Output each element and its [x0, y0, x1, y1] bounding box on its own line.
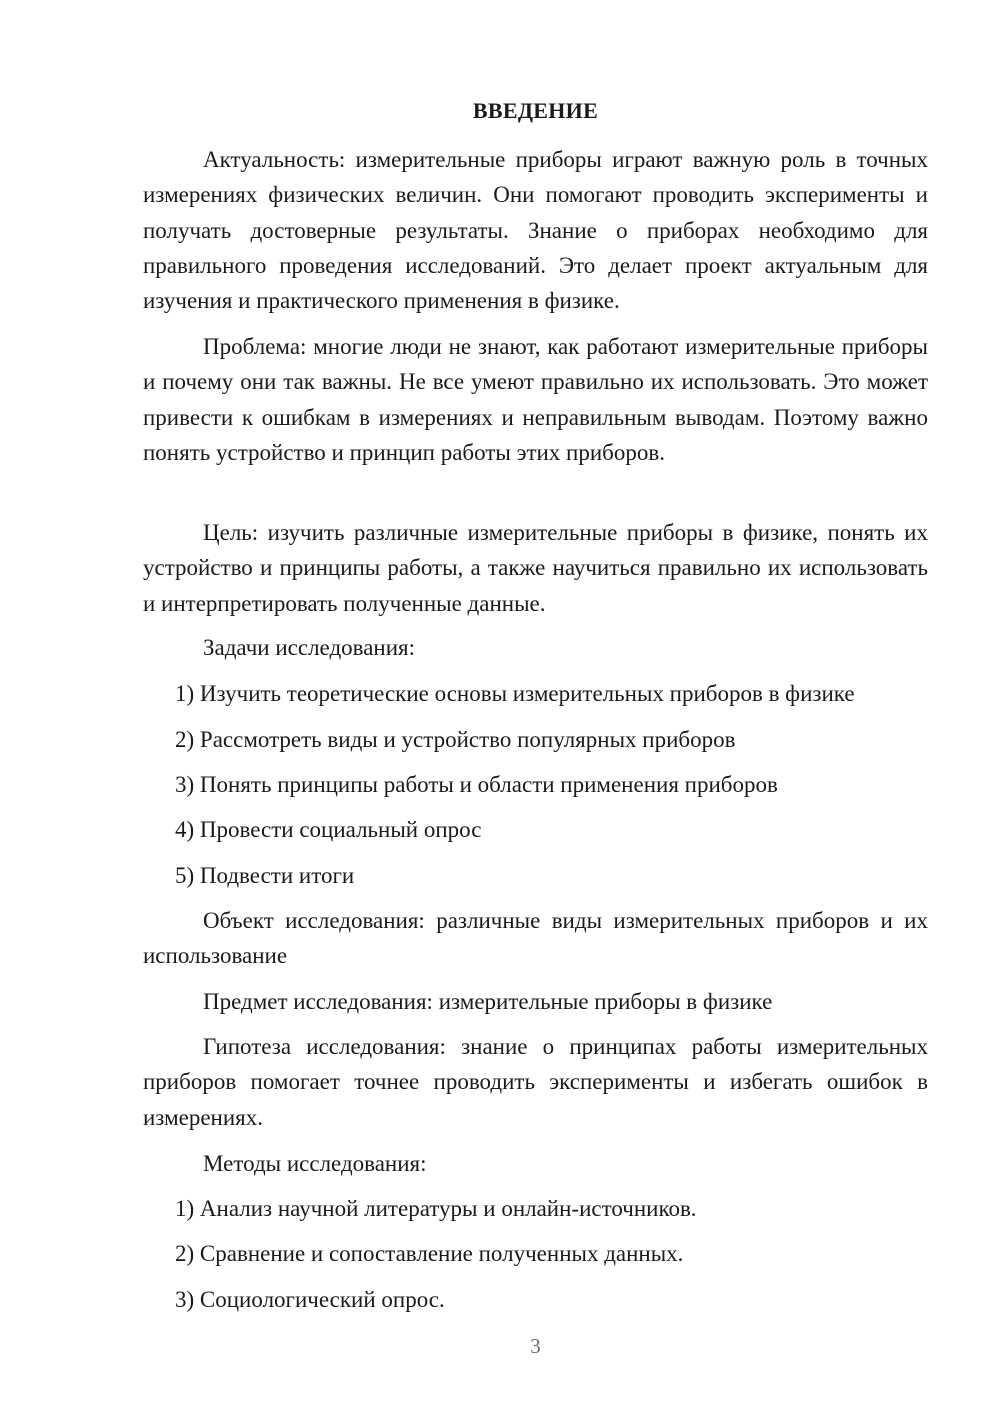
tasks-heading: Задачи исследования:: [203, 635, 416, 660]
hypothesis-paragraph: Гипотеза исследования: знание о принципах работы измерительных приборов помогает точнее проводить эксперименты и избегать ошибок в измерениях.: [143, 1034, 928, 1130]
method-item-1: 1) Анализ научной литературы и онлайн-источников.: [175, 1196, 697, 1221]
task-item-5: 5) Подвести итоги: [175, 863, 355, 888]
page-number: 3: [530, 1334, 541, 1358]
task-item-3: 3) Понять принципы работы и области применения приборов: [175, 772, 778, 797]
problem-paragraph: Проблема: многие люди не знают, как работают измерительные приборы и почему они так важны. Не все умеют правильно их использовать. Это может привести к ошибкам в измерениях и неправильным выводам. Поэтому важно понять устройство и принцип работы этих приборов.: [143, 334, 928, 465]
subject-paragraph: Предмет исследования: измерительные приборы в физике: [203, 989, 773, 1014]
methods-heading: Методы исследования:: [203, 1151, 427, 1176]
task-item-4: 4) Провести социальный опрос: [175, 817, 482, 842]
method-item-2: 2) Сравнение и сопоставление полученных данных.: [175, 1241, 684, 1266]
object-paragraph: Объект исследования: различные виды измерительных приборов и их использование: [143, 908, 928, 969]
relevance-paragraph: Актуальность: измерительные приборы играют важную роль в точных измерениях физических величин. Они помогают проводить эксперименты и получать достоверные результаты. Знание о приборах необходимо для правильного проведения исследований. Это делает проект актуальным для изучения и практического применения в физике.: [143, 147, 928, 314]
document-page: [143, 0, 928, 1414]
task-item-1: 1) Изучить теоретические основы измерительных приборов в физике: [175, 681, 855, 706]
method-item-3: 3) Социологический опрос.: [175, 1287, 445, 1312]
task-item-2: 2) Рассмотреть виды и устройство популярных приборов: [175, 727, 736, 752]
goal-paragraph: Цель: изучить различные измерительные приборы в физике, понять их устройство и принципы работы, а также научиться правильно их использовать и интерпретировать полученные данные.: [143, 520, 928, 616]
section-title: ВВЕДЕНИЕ: [472, 98, 599, 123]
